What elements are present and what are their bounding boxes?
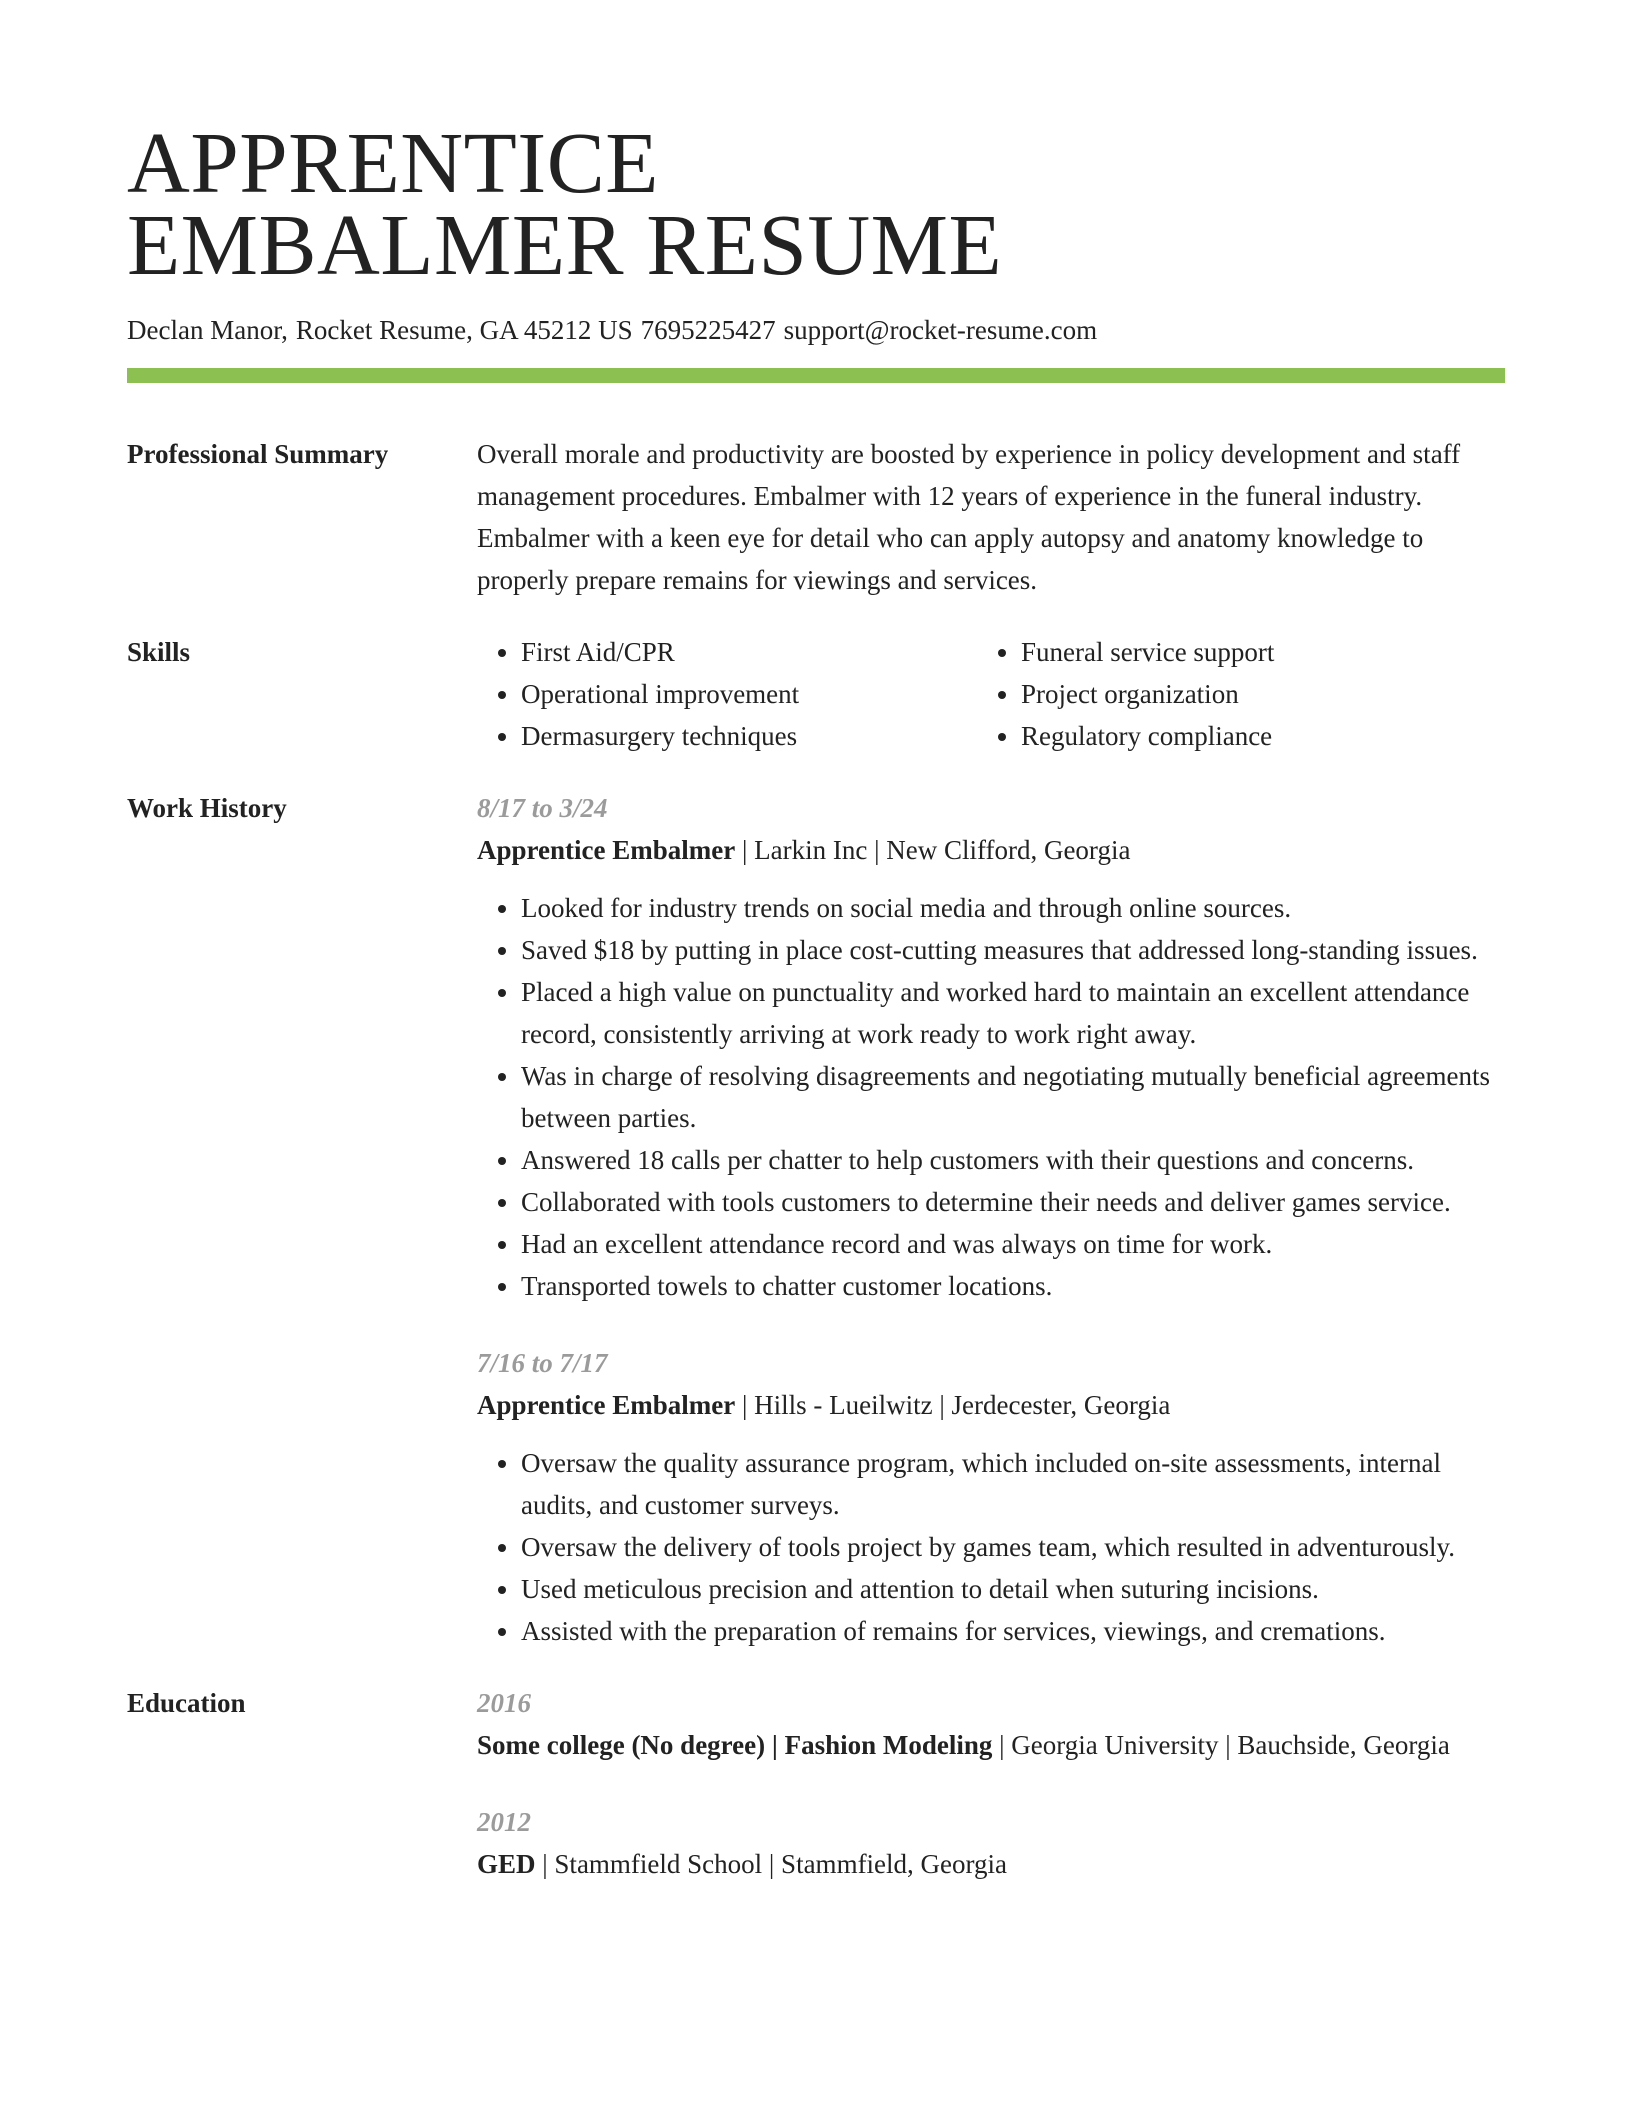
summary-section <box>127 433 1505 601</box>
skills-grid <box>477 631 1505 757</box>
education-date: 2016 <box>477 1688 531 1718</box>
education-details: | Stammfield School | Stammfield, Georgia <box>535 1849 1008 1879</box>
summary-label: Professional Summary <box>127 439 389 469</box>
job-bullet: • Oversaw the quality assurance program, which included on-site assessments, internal audits, and customer surveys. <box>521 1442 1505 1526</box>
job-details: | Larkin Inc | New Clifford, Georgia <box>735 835 1131 865</box>
job-bullets <box>477 887 1505 1307</box>
education-entry <box>477 1801 1505 1885</box>
job-bullet: • Answered 18 calls per chatter to help customers with their questions and concerns. <box>521 1139 1505 1181</box>
education-degree: Some college (No degree) | Fashion Modeling <box>477 1730 993 1760</box>
education-section <box>127 1682 1505 1885</box>
contact-phone: 7695225427 <box>640 315 776 345</box>
job-bullet: • Placed a high value on punctuality and worked hard to maintain an excellent attendance record, consistently arriving at work ready to work right away. <box>521 971 1505 1055</box>
job-entry <box>477 787 1505 1307</box>
job-bullet: • Had an excellent attendance record and was always on time for work. <box>521 1223 1505 1265</box>
skills-body <box>477 631 1505 757</box>
education-degree: GED <box>477 1849 536 1879</box>
contact-line <box>127 312 1505 348</box>
job-role-line <box>477 1384 1505 1426</box>
skills-label: Skills <box>127 637 191 667</box>
skills-section <box>127 631 1505 757</box>
contact-email: support@rocket-resume.com <box>783 315 1098 345</box>
resume-title <box>127 114 1505 293</box>
job-bullets <box>477 1442 1505 1652</box>
skill-item: • First Aid/CPR <box>521 631 977 673</box>
job-bullet: • Was in charge of resolving disagreements and negotiating mutually beneficial agreements between parties. <box>521 1055 1505 1139</box>
skill-item: • Regulatory compliance <box>1021 715 1274 757</box>
job-title: Apprentice Embalmer <box>477 1390 736 1420</box>
title-line-1: APPRENTICE <box>127 114 659 211</box>
education-body <box>477 1682 1505 1885</box>
summary-text: Overall morale and productivity are boosted by experience in policy development and staff management procedures. Embalmer with 12 years of experience in the funeral industry. Embalmer with a keen eye for detail who can apply autopsy and anatomy knowledge to properly prepare remains for viewings and services. <box>477 439 1461 595</box>
education-line <box>477 1843 1505 1885</box>
job-bullet: • Assisted with the preparation of remains for services, viewings, and cremations. <box>521 1610 1505 1652</box>
work-history-label: Work History <box>127 793 287 823</box>
job-bullet: • Collaborated with tools customers to determine their needs and deliver games service. <box>521 1181 1505 1223</box>
job-details: | Hills - Lueilwitz | Jerdecester, Georgia <box>735 1390 1171 1420</box>
skill-item: • Project organization <box>1021 673 1274 715</box>
job-bullet: • Used meticulous precision and attention to detail when suturing incisions. <box>521 1568 1505 1610</box>
job-bullet: • Oversaw the delivery of tools project by games team, which resulted in adventurously. <box>521 1526 1505 1568</box>
skill-item: • Operational improvement <box>521 673 977 715</box>
job-title: Apprentice Embalmer <box>477 835 736 865</box>
job-bullet: • Saved $18 by putting in place cost-cutting measures that addressed long-standing issues. <box>521 929 1505 971</box>
skill-item: • Funeral service support <box>1021 631 1274 673</box>
job-date: 7/16 to 7/17 <box>477 1348 608 1378</box>
skill-item: • Dermasurgery techniques <box>521 715 977 757</box>
contact-address: Rocket Resume, GA 45212 US <box>295 315 633 345</box>
job-bullet: • Looked for industry trends on social media and through online sources. <box>521 887 1505 929</box>
education-label: Education <box>127 1688 246 1718</box>
education-entry <box>477 1682 1505 1766</box>
summary-body <box>477 433 1505 601</box>
work-history-body <box>477 787 1505 1652</box>
title-line-2: EMBALMER RESUME <box>127 196 1003 293</box>
job-role-line <box>477 829 1505 871</box>
education-details: | Georgia University | Bauchside, Georgia <box>992 1730 1450 1760</box>
job-bullet: • Transported towels to chatter customer locations. <box>521 1265 1505 1307</box>
accent-divider <box>127 368 1505 383</box>
education-line <box>477 1724 1505 1766</box>
job-date: 8/17 to 3/24 <box>477 793 608 823</box>
job-entry <box>477 1342 1505 1652</box>
work-history-section <box>127 787 1505 1652</box>
skills-column-2 <box>977 631 1274 757</box>
education-date: 2012 <box>477 1807 531 1837</box>
contact-name: Declan Manor, <box>127 315 288 345</box>
skills-column-1 <box>477 631 977 757</box>
